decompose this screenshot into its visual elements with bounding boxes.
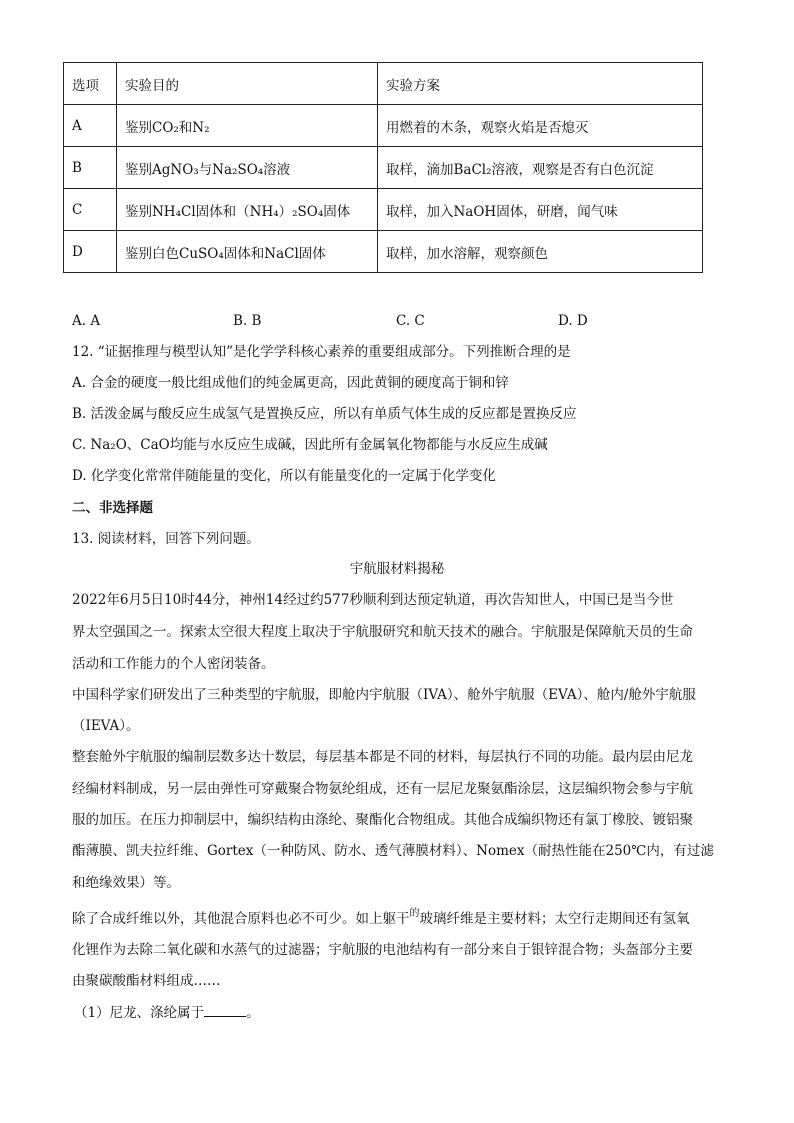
plan-cell: 用燃着的木条，观察火焰是否熄灭 bbox=[378, 105, 703, 147]
table-row bbox=[64, 189, 703, 231]
table-row bbox=[64, 147, 703, 189]
choice-c[interactable]: C. C bbox=[396, 313, 425, 329]
article-line: 2022年6月5日10时44分，神州14经过约577秒顺利到达预定轨道，再次告知世人，中国已是当今世 bbox=[72, 592, 674, 608]
experiment-table bbox=[63, 62, 703, 273]
option-cell: D bbox=[64, 231, 117, 273]
article-line: 服的加压。在压力抑制层中，编织结构由涤纶、聚酯化合物组成。其他合成编织物还有氯丁橡胶、镀铝聚 bbox=[72, 812, 693, 828]
article-text: 除了合成纤维以外，其他混合原料也必不可少。如上躯干 bbox=[72, 911, 410, 927]
table-row bbox=[64, 105, 703, 147]
plan-cell: 取样，加水溶解，观察颜色 bbox=[378, 231, 703, 273]
article-line: （IEVA）。 bbox=[72, 718, 140, 734]
q12-option-c[interactable]: C. Na₂O、CaO均能与水反应生成碱，因此所有金属氧化物都能与水反应生成碱 bbox=[72, 437, 548, 453]
plan-cell: 取样，加入NaOH固体，研磨，闻气味 bbox=[378, 189, 703, 231]
article-line: 活动和工作能力的个人密闭装备。 bbox=[72, 656, 275, 672]
q12-option-b[interactable]: B. 活泼金属与酸反应生成氢气是置换反应，所以有单质气体生成的反应都是置换反应 bbox=[72, 406, 577, 422]
sub1-prefix: （1）尼龙、涤纶属于 bbox=[74, 1005, 205, 1021]
q11-choices bbox=[72, 313, 632, 333]
choice-a[interactable]: A. A bbox=[72, 313, 101, 329]
article-line: 和绝缘效果）等。 bbox=[72, 875, 180, 891]
q13-stem: 13. 阅读材料，回答下列问题。 bbox=[72, 531, 260, 547]
purpose-cell: 鉴别CO₂和N₂ bbox=[117, 105, 378, 147]
article-title: 宇航服材料揭秘 bbox=[349, 561, 445, 577]
article-line: 酯薄膜、凯夫拉纤维、Gortex（一种防风、防水、透气薄膜材料）、Nomex（耐热性能在250℃内，有过滤 bbox=[72, 843, 714, 859]
article-line: 经编材料制成，另一层由弹性可穿戴聚合物氨纶组成，还有一层尼龙聚氨酯涂层，这层编织物会参与宇航 bbox=[72, 781, 693, 797]
article-line: 整套舱外宇航服的编制层数多达十数层，每层基本都是不同的材料，每层执行不同的功能。最内层由尼龙 bbox=[72, 749, 693, 765]
section-title: 二、非选择题 bbox=[72, 500, 153, 516]
q12-option-a[interactable]: A. 合金的硬度一般比组成他们的纯金属更高，因此黄铜的硬度高于铜和锌 bbox=[72, 375, 509, 391]
article-text: 的 bbox=[409, 908, 420, 919]
article-line bbox=[72, 909, 690, 931]
table-header-cell: 实验方案 bbox=[378, 63, 703, 105]
article-line: 界太空强国之一。探索太空很大程度上取决于宇航服研究和航天技术的融合。宇航服是保障航天员的生命 bbox=[72, 624, 693, 640]
option-cell: C bbox=[64, 189, 117, 231]
table-row bbox=[64, 231, 703, 273]
answer-blank[interactable] bbox=[204, 1002, 246, 1017]
article-line: 由聚碳酸酯材料组成…… bbox=[72, 973, 221, 989]
option-cell: B bbox=[64, 147, 117, 189]
q13-sub1 bbox=[74, 1002, 260, 1023]
q12-stem: 12. “证据推理与模型认知”是化学学科核心素养的重要组成部分。下列推断合理的是 bbox=[72, 344, 571, 360]
article-text: 玻璃纤维是主要材料；太空行走期间还有氢氧 bbox=[419, 911, 690, 927]
table-header-row bbox=[64, 63, 703, 105]
option-cell: A bbox=[64, 105, 117, 147]
choice-d[interactable]: D. D bbox=[558, 313, 588, 329]
table-header-cell: 选项 bbox=[64, 63, 117, 105]
choice-b[interactable]: B. B bbox=[233, 313, 262, 329]
plan-cell: 取样，滴加BaCl₂溶液，观察是否有白色沉淀 bbox=[378, 147, 703, 189]
article-line: 化锂作为去除二氧化碳和水蒸气的过滤器；宇航服的电池结构有一部分来自于银锌混合物；头盔部分主要 bbox=[72, 942, 693, 958]
purpose-cell: 鉴别NH₄Cl固体和（NH₄）₂SO₄固体 bbox=[117, 189, 378, 231]
q12-option-d[interactable]: D. 化学变化常常伴随能量的变化，所以有能量变化的一定属于化学变化 bbox=[72, 468, 496, 484]
sub1-suffix: 。 bbox=[246, 1005, 260, 1021]
purpose-cell: 鉴别AgNO₃与Na₂SO₄溶液 bbox=[117, 147, 378, 189]
purpose-cell: 鉴别白色CuSO₄固体和NaCl固体 bbox=[117, 231, 378, 273]
table-header-cell: 实验目的 bbox=[117, 63, 378, 105]
article-line: 中国科学家们研发出了三种类型的宇航服，即舱内宇航服（IVA）、舱外宇航服（EVA）、舱内/舱外宇航服 bbox=[72, 687, 696, 703]
